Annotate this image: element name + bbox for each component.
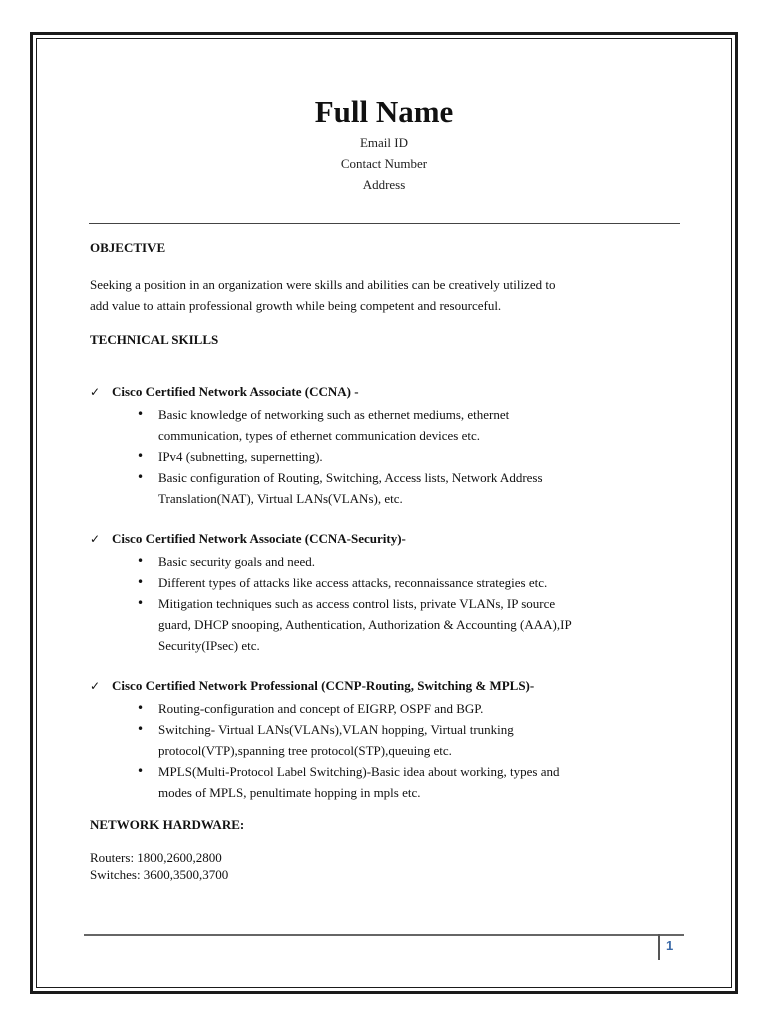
bullet-icon: • (137, 722, 145, 736)
list-item-continuation: Security(IPsec) etc. (158, 638, 260, 653)
page-number-separator (658, 934, 660, 960)
ccna-skill-list (90, 404, 680, 509)
network-hardware-heading: NETWORK HARDWARE: (90, 817, 245, 832)
resume-header (0, 92, 768, 195)
objective-heading: OBJECTIVE (90, 240, 166, 255)
resume-body (90, 238, 680, 883)
check-icon: ✓ (90, 385, 101, 399)
address: Address (362, 177, 406, 192)
objective-text-line-2: add value to attain professional growth while being competent and resourceful. (90, 298, 502, 313)
check-icon: ✓ (90, 679, 101, 693)
list-item: • Routing-configuration and concept of EIGRP, OSPF and BGP. (158, 698, 680, 719)
bullet-icon: • (137, 764, 145, 778)
bullet-icon: • (137, 596, 145, 610)
list-item: • MPLS(Multi-Protocol Label Switching)-Basic idea about working, types and (158, 761, 680, 782)
full-name: Full Name (314, 94, 454, 129)
email-id: Email ID (359, 135, 408, 150)
contact-number: Contact Number (340, 156, 428, 171)
routers-line: Routers: 1800,2600,2800 (90, 850, 222, 865)
bullet-icon: • (137, 701, 145, 715)
list-item: • Switching- Virtual LANs(VLANs),VLAN hopping, Virtual trunking (158, 719, 680, 740)
page-number: 1 (666, 938, 674, 953)
cert-title: Cisco Certified Network Associate (CCNA) - (112, 384, 359, 399)
bullet-icon: • (137, 449, 145, 463)
cert-ccnp (90, 676, 680, 696)
bullet-icon: • (137, 575, 145, 589)
switches-line: Switches: 3600,3500,3700 (90, 867, 229, 882)
list-item: • Basic security goals and need. (158, 551, 680, 572)
bullet-icon: • (137, 407, 145, 421)
cert-title: Cisco Certified Network Professional (CCNP-Routing, Switching & MPLS)- (112, 678, 535, 693)
cert-ccna (90, 382, 680, 402)
list-item-continuation: protocol(VTP),spanning tree protocol(STP),queuing etc. (158, 743, 452, 758)
header-divider (89, 223, 680, 224)
ccnp-skill-list (90, 698, 680, 803)
objective-text-line-1: Seeking a position in an organization were skills and abilities can be creatively utilized to (90, 277, 556, 292)
list-item-continuation: Translation(NAT), Virtual LANs(VLANs), etc. (158, 491, 403, 506)
ccna-security-skill-list (90, 551, 680, 656)
check-icon: ✓ (90, 532, 101, 546)
list-item-continuation: modes of MPLS, penultimate hopping in mpls etc. (158, 785, 421, 800)
list-item-continuation: guard, DHCP snooping, Authentication, Authorization & Accounting (AAA),IP (158, 617, 572, 632)
bullet-icon: • (137, 554, 145, 568)
bullet-icon: • (137, 470, 145, 484)
list-item: • IPv4 (subnetting, supernetting). (158, 446, 680, 467)
list-item: • Basic configuration of Routing, Switching, Access lists, Network Address (158, 467, 680, 488)
technical-skills-heading: TECHNICAL SKILLS (90, 332, 219, 347)
list-item: • Mitigation techniques such as access control lists, private VLANs, IP source (158, 593, 680, 614)
cert-title: Cisco Certified Network Associate (CCNA-Security)- (112, 531, 406, 546)
list-item-continuation: communication, types of ethernet communication devices etc. (158, 428, 481, 443)
cert-ccna-security (90, 529, 680, 549)
footer-divider (84, 934, 684, 936)
list-item: • Basic knowledge of networking such as ethernet mediums, ethernet (158, 404, 680, 425)
list-item: • Different types of attacks like access attacks, reconnaissance strategies etc. (158, 572, 680, 593)
